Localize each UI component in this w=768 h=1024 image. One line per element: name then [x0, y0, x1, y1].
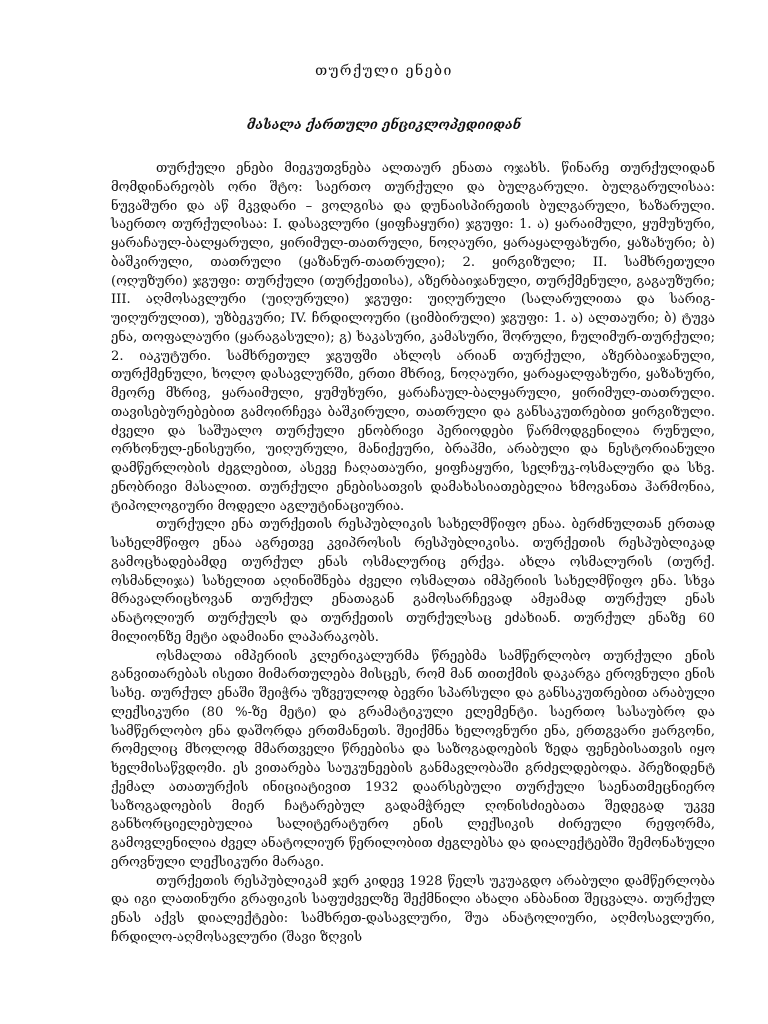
- paragraph: თურქული ენები მიეკუთვნება ალთაურ ენათა ოჯახს. წინარე თურქულიდან მომდინარეობს ორი შტო: საერთო თურქული და ბულგარული. ბულგარულისაა: ნუვაშური და აწ მკვდარი – ვოლგისა და დუნაისპირეთის ბულგარული, ხაზარული. საერთო თურქულისაა: I. დასავლური (ყიფჩაყური) ჯგუფი: 1. ა) ყარაიმული, ყუმუხური, ყარაჩაულ-ბალყარული, ყირიმულ-თათრული, ნოღაური, ყარაყალფახური, ყაზახური; ბ) ბაშკირული, თათრული (ყაზანურ-თათრული); 2. ყირგიზული; II. სამხრეთული (ოღუზური) ჯგუფი: თურქული (თურქეთისა), აზერბაიჯანული, თურქმენული, გაგაუზური; III. აღმოსავლური (უიღურული) ჯგუფი: უიღურული (სალარულითა და სარიგ-უიღურულით), უზბეკური; IV. ჩრდილოური (ციმბირული) ჯგუფი: 1. ა) ალთაური; ბ) ტუვა ენა, თოფალაური (ყარაგასული); გ) ხაკასური, კამასური, შორული, ჩულიმურ-თურქული; 2. იაკუტური. სამხრეთულ ჯგუფში ახლოს არიან თურქული, აზერბაიჯანული, თურქმენული, ხოლო დასავლურში, ერთი მხრივ, ნოღაური, ყარაყალფახური, ყაზახური, მეორე მხრივ, ყარაიმული, ყუმუხური, ყარაჩაულ-ბალყარული, ყირიმულ-თათრული. თავისებურებებით გამოირჩევა ბაშკირული, თათრული და განსაკუთრებით ყირგიზული. ძველი და საშუალო თურქული ენობრივი პერიოდები წარმოდგენილია რუნული, ორხონულ-ენისეური, უიღურული, მანიქეური, ბრაჰმი, არაბული და ნესტორიანული დამწერლობის ძეგლებით, ასევე ჩაღათაური, ყიფჩაყური, სელჩუკ-ოსმალური და სხვ. ენობრივი მასალით. თურქული ენებისათვის დამახასიათებელია ხმოვანთა ჰარმონია, ტიპოლოგიური მოდელი აგლუტინაციურია.: [111, 161, 715, 514]
- paragraph: ოსმალთა იმპერიის კლერიკალურმა წრეებმა სამწერლობო თურქული ენის განვითარებას ისეთი მიმართულება მისცეს, რომ მან თითქმის დაკარგა ეროვნული ენის სახე. თურქულ ენაში შეიჭრა უზვეულოდ ბევრი სპარსული და განსაკუთრებით არაბული ლექსიკური (80 %-ზე მეტი) და გრამატიკული ელემენტი. საერთო სასაუბრო და სამწერლობო ენა დაშორდა ერთმანეთს. შეიქმნა ხელოვნური ენა, ერთგვარი ჟარგონი, რომელიც მხოლოდ მმართველი წრეებისა და საზოგადოების ზედა ფენებისათვის იყო ხელმისაწვდომი. ეს ვითარება საუკუნეების განმავლობაში გრძელდებოდა. პრეზიდენტ ქემალ ათათურქის ინიციატივით 1932 დაარსებული თურქული საენათმეცნიერო საზოგადოების მიერ ჩატარებულ გადამჭრელ ღონისძიებათა შედეგად უკვე განხორციელებულია სალიტერატურო ენის ლექსიკის ძირეული რეფორმა, გამოვლენილია ძველ ანატოლიურ წერილობით ძეგლებსა და დიალექტებში შემონახული ეროვნული ლექსიკური მარაგი.: [111, 648, 715, 870]
- page-title: თურქული ენები: [315, 63, 453, 79]
- paragraph: თურქული ენა თურქეთის რესპუბლიკის სახელმწიფო ენაა. ბერძნულთან ერთად სახელმწიფო ენაა აგრეთვე კვიპროსის რესპუბლიკისა. თურქეთის რესპუბლიკად გამოცხადებამდე თურქულ ენას ოსმალურიც ერქვა. ახლა ოსმალურის (თურქ. ოსმანლიჯა) სახელით აღინიშნება ძველი ოსმალთა იმპერიის სახელმწიფო ენა. სხვა მრავალრიცხოვან თურქულ ენათაგან გამოსარჩევად ამჟამად თურქულ ენას ანატოლიურ თურქულს და თურქეთის თურქულსაც ეძახიან. თურქულ ენაზე 60 მილიონზე მეტი ადამიანი ლაპარაკობს.: [111, 517, 715, 645]
- article-body: [111, 160, 715, 948]
- paragraph: თურქეთის რესპუბლიკამ ჯერ კიდევ 1928 წელს უკუაგდო არაბული დამწერლობა და იგი ლათინური გრაფიკის საფუძველზე შექმნილი ახალი ანბანით შეცვალა. თურქულ ენას აქვს დიალექტები: სამხრეთ-დასავლური, შუა ანატოლიური, აღმოსავლური, ჩრდილო-აღმოსავლური (შავი ზღვის: [111, 873, 715, 945]
- page-subtitle: მასალა ქართული ენციკლოპედიიდან: [246, 118, 522, 133]
